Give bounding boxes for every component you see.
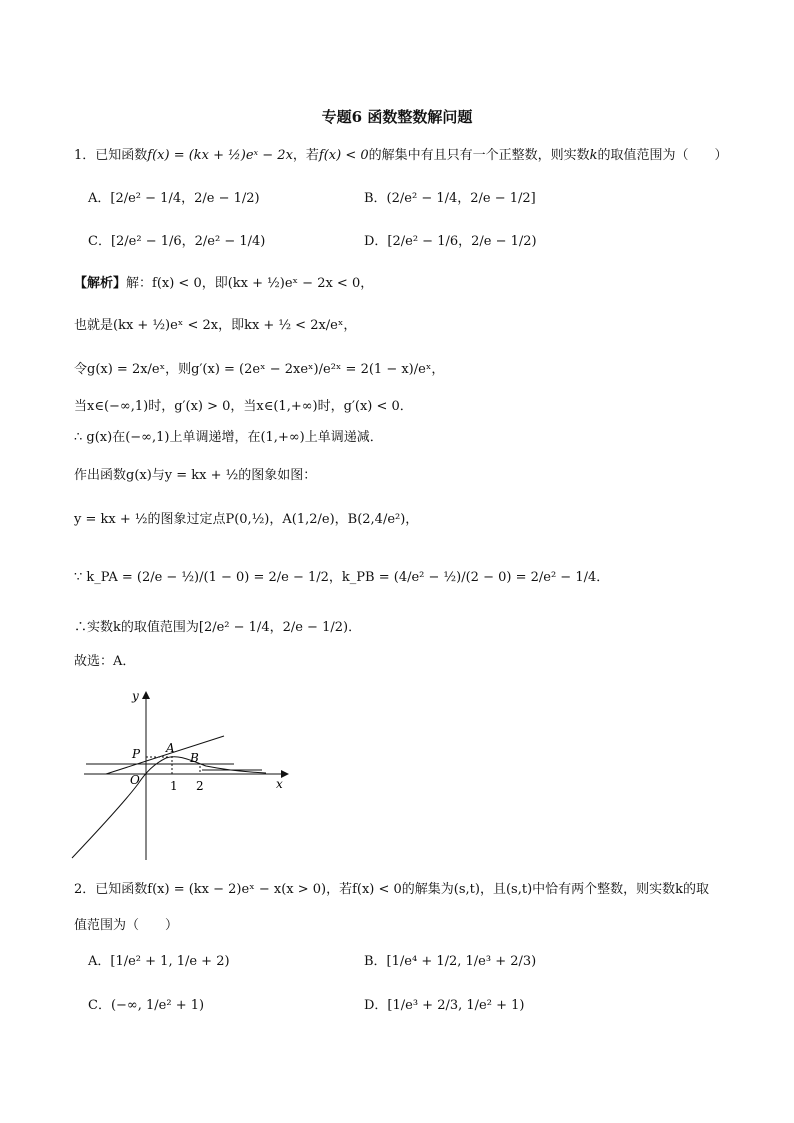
solution-line-1 <box>74 274 373 294</box>
q1-stem-mid: ，若 <box>292 148 319 163</box>
q1-k: k <box>589 148 598 163</box>
solution-text-1: 解：f(x) < 0，即(kx + ½)eˣ − 2x < 0， <box>126 276 374 291</box>
solution-line-9: ∴实数k的取值范围为[2/e² − 1/4，2/e − 1/2)． <box>74 620 362 635</box>
q1-option-c[interactable]: C．[2/e² − 1/6，2/e² − 1/4) <box>88 234 266 249</box>
point-a-label: A <box>166 741 175 755</box>
q1-option-d[interactable]: D．[2/e² − 1/6，2/e − 1/2) <box>364 234 537 249</box>
tick-2-label: 2 <box>196 779 204 793</box>
q1-option-a[interactable]: A．[2/e² − 1/4，2/e − 1/2) <box>88 191 260 206</box>
solution-line-6: 作出函数g(x)与y = kx + ½的图象如图： <box>74 468 317 483</box>
solution-line-3: 令g(x) = 2x/eˣ，则g′(x) = (2eˣ − 2xeˣ)/e²ˣ = 2(1 − x)/eˣ， <box>74 362 445 377</box>
q2-option-d[interactable]: D．[1/e³ + 2/3, 1/e² + 1) <box>364 998 525 1013</box>
q2-stem-line-2: 值范围为（ ） <box>74 918 179 933</box>
q1-stem-pre: 1．已知函数 <box>74 148 148 163</box>
q1-stem-post: 的解集中有且只有一个正整数，则实数 <box>368 148 590 163</box>
y-axis-label: y <box>132 689 139 703</box>
solution-line-5: ∴ g(x)在(−∞,1)上单调递增，在(1,+∞)上单调递减． <box>74 430 383 445</box>
g-curve <box>72 757 266 858</box>
function-graph <box>66 682 296 862</box>
q1-stem <box>74 146 728 166</box>
x-axis-label: x <box>276 777 283 791</box>
q1-function: f(x) = (kx + ½)eˣ − 2x <box>147 148 293 163</box>
q2-stem-line-1: 2．已知函数f(x) = (kx − 2)eˣ − x(x > 0)，若f(x) < 0的解集为(s,t)，且(s,t)中恰有两个整数，则实数k的取 <box>74 882 710 897</box>
point-b-label: B <box>190 751 199 765</box>
solution-line-10: 故选：A． <box>74 654 136 669</box>
solution-line-8: ∵ k_PA = (2/e − ½)/(1 − 0) = 2/e − 1/2，k_PB = (4/e² − ½)/(2 − 0) = 2/e² − 1/4． <box>74 570 610 585</box>
line-kx <box>106 736 224 774</box>
q2-option-b[interactable]: B．[1/e⁴ + 1/2, 1/e³ + 2/3) <box>364 954 537 969</box>
point-p-label: P <box>132 747 141 761</box>
origin-label: O <box>130 773 140 787</box>
page-title: 专题6 函数整数解问题 <box>321 108 473 126</box>
q1-option-b[interactable]: B．(2/e² − 1/4，2/e − 1/2] <box>364 191 536 206</box>
solution-tag: 【解析】 <box>74 276 127 291</box>
solution-line-7: y = kx + ½的图象过定点P(0,½)，A(1,2/e)，B(2,4/e²)， <box>74 512 419 527</box>
q2-option-a[interactable]: A．[1/e² + 1, 1/e + 2) <box>88 954 230 969</box>
solution-line-4: 当x∈(−∞,1)时，g′(x) > 0，当x∈(1,+∞)时，g′(x) < 0． <box>74 399 413 414</box>
q2-option-c[interactable]: C．(−∞, 1/e² + 1) <box>88 998 205 1013</box>
q1-condition: f(x) < 0 <box>318 148 369 163</box>
q1-stem-end: 的取值范围为（ ） <box>597 148 728 163</box>
tick-1-label: 1 <box>170 779 178 793</box>
solution-line-2: 也就是(kx + ½)eˣ < 2x，即kx + ½ < 2x/eˣ， <box>74 318 357 333</box>
